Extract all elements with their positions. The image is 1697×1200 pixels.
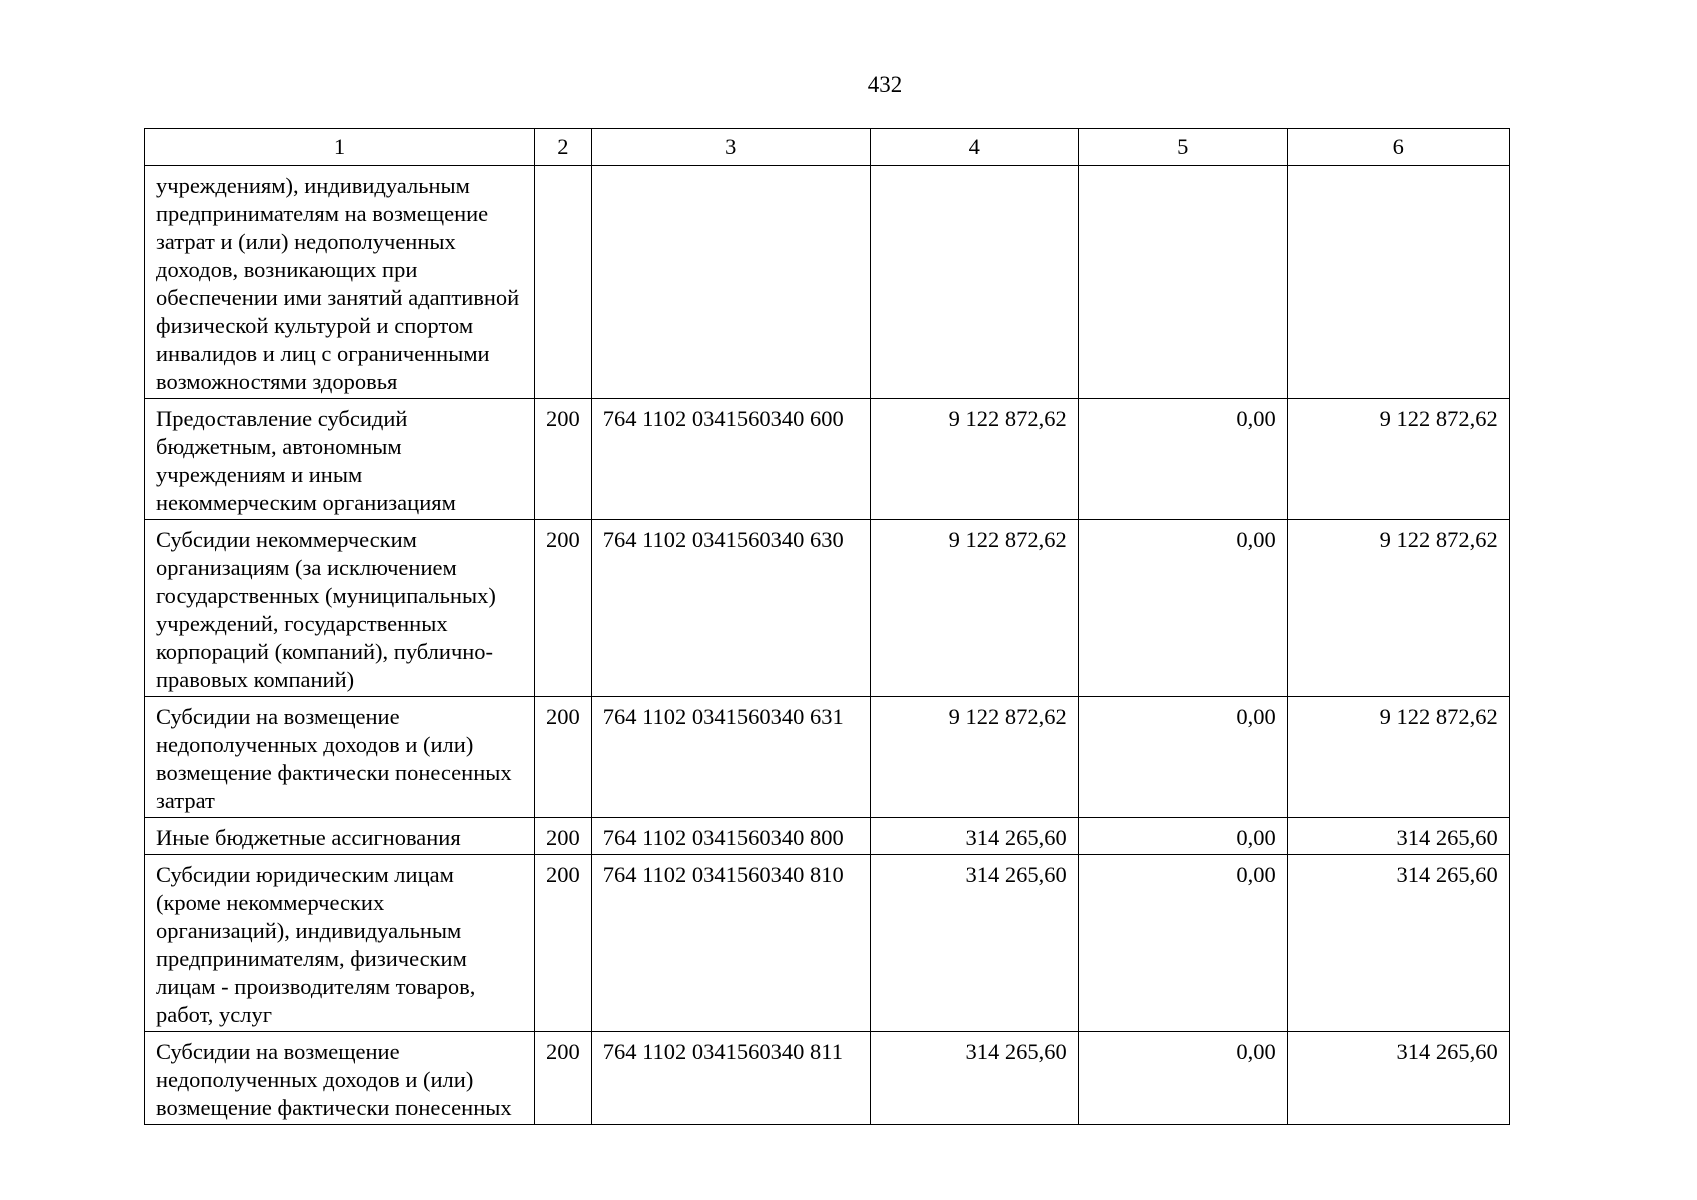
column-header-3: 3: [591, 129, 870, 166]
row-col5-cell: [1078, 166, 1287, 399]
row-code-cell: 764 1102 0341560340 600: [591, 399, 870, 520]
page-number: 432: [867, 72, 903, 97]
row-col6-cell: 314 265,60: [1287, 818, 1509, 855]
row-col5-cell: 0,00: [1078, 818, 1287, 855]
row-name-cell: Субсидии на возмещение недополученных доходов и (или) возмещение фактически понесенных затрат: [145, 697, 535, 818]
row-code-cell: 764 1102 0341560340 630: [591, 520, 870, 697]
table-row: [145, 1032, 1510, 1125]
row-col5-cell: 0,00: [1078, 520, 1287, 697]
table-row: [145, 697, 1510, 818]
row-name-cell: Иные бюджетные ассигнования: [145, 818, 535, 855]
row-col2-cell: 200: [535, 399, 592, 520]
row-col5-cell: 0,00: [1078, 697, 1287, 818]
table-row: [145, 520, 1510, 697]
row-col2-cell: 200: [535, 818, 592, 855]
column-header-2: 2: [535, 129, 592, 166]
row-col4-cell: 314 265,60: [870, 855, 1078, 1032]
row-col5-cell: 0,00: [1078, 399, 1287, 520]
row-col5-cell: 0,00: [1078, 1032, 1287, 1125]
row-col6-cell: 9 122 872,62: [1287, 697, 1509, 818]
column-header-6: 6: [1287, 129, 1509, 166]
row-col4-cell: 314 265,60: [870, 1032, 1078, 1125]
row-col2-cell: [535, 166, 592, 399]
header-row: [145, 129, 1510, 166]
row-col6-cell: 9 122 872,62: [1287, 520, 1509, 697]
table-row: [145, 855, 1510, 1032]
row-col4-cell: 9 122 872,62: [870, 520, 1078, 697]
budget-table: [144, 128, 1510, 1125]
row-col2-cell: 200: [535, 697, 592, 818]
row-code-cell: 764 1102 0341560340 631: [591, 697, 870, 818]
row-col4-cell: [870, 166, 1078, 399]
row-col2-cell: 200: [535, 1032, 592, 1125]
row-col4-cell: 9 122 872,62: [870, 697, 1078, 818]
row-col2-cell: 200: [535, 520, 592, 697]
row-name-cell: Субсидии юридическим лицам (кроме некоммерческих организаций), индивидуальным предпринимателям, физическим лицам - производителям товаров, работ, услуг: [145, 855, 535, 1032]
row-code-cell: [591, 166, 870, 399]
table-row: [145, 166, 1510, 399]
row-code-cell: 764 1102 0341560340 811: [591, 1032, 870, 1125]
row-name-cell: Субсидии на возмещение недополученных доходов и (или) возмещение фактически понесенных: [145, 1032, 535, 1125]
table-row: [145, 818, 1510, 855]
row-name-cell: Субсидии некоммерческим организациям (за исключением государственных (муниципальных) учреждений, государственных корпораций (компаний), публично- правовых компаний): [145, 520, 535, 697]
row-col6-cell: 314 265,60: [1287, 1032, 1509, 1125]
table-row: [145, 399, 1510, 520]
row-col4-cell: 9 122 872,62: [870, 399, 1078, 520]
row-code-cell: 764 1102 0341560340 810: [591, 855, 870, 1032]
table-header: [145, 129, 1510, 166]
column-header-4: 4: [870, 129, 1078, 166]
row-name-cell: Предоставление субсидий бюджетным, автономным учреждениям и иным некоммерческим организациям: [145, 399, 535, 520]
row-col5-cell: 0,00: [1078, 855, 1287, 1032]
column-header-1: 1: [145, 129, 535, 166]
row-col6-cell: 9 122 872,62: [1287, 399, 1509, 520]
row-code-cell: 764 1102 0341560340 800: [591, 818, 870, 855]
column-header-5: 5: [1078, 129, 1287, 166]
row-name-cell: учреждениям), индивидуальным предпринимателям на возмещение затрат и (или) недополученных доходов, возникающих при обеспечении ими занятий адаптивной физической культурой и спортом инвалидов и лиц с ограниченными возможностями здоровья: [145, 166, 535, 399]
row-col4-cell: 314 265,60: [870, 818, 1078, 855]
row-col2-cell: 200: [535, 855, 592, 1032]
row-col6-cell: [1287, 166, 1509, 399]
row-col6-cell: 314 265,60: [1287, 855, 1509, 1032]
